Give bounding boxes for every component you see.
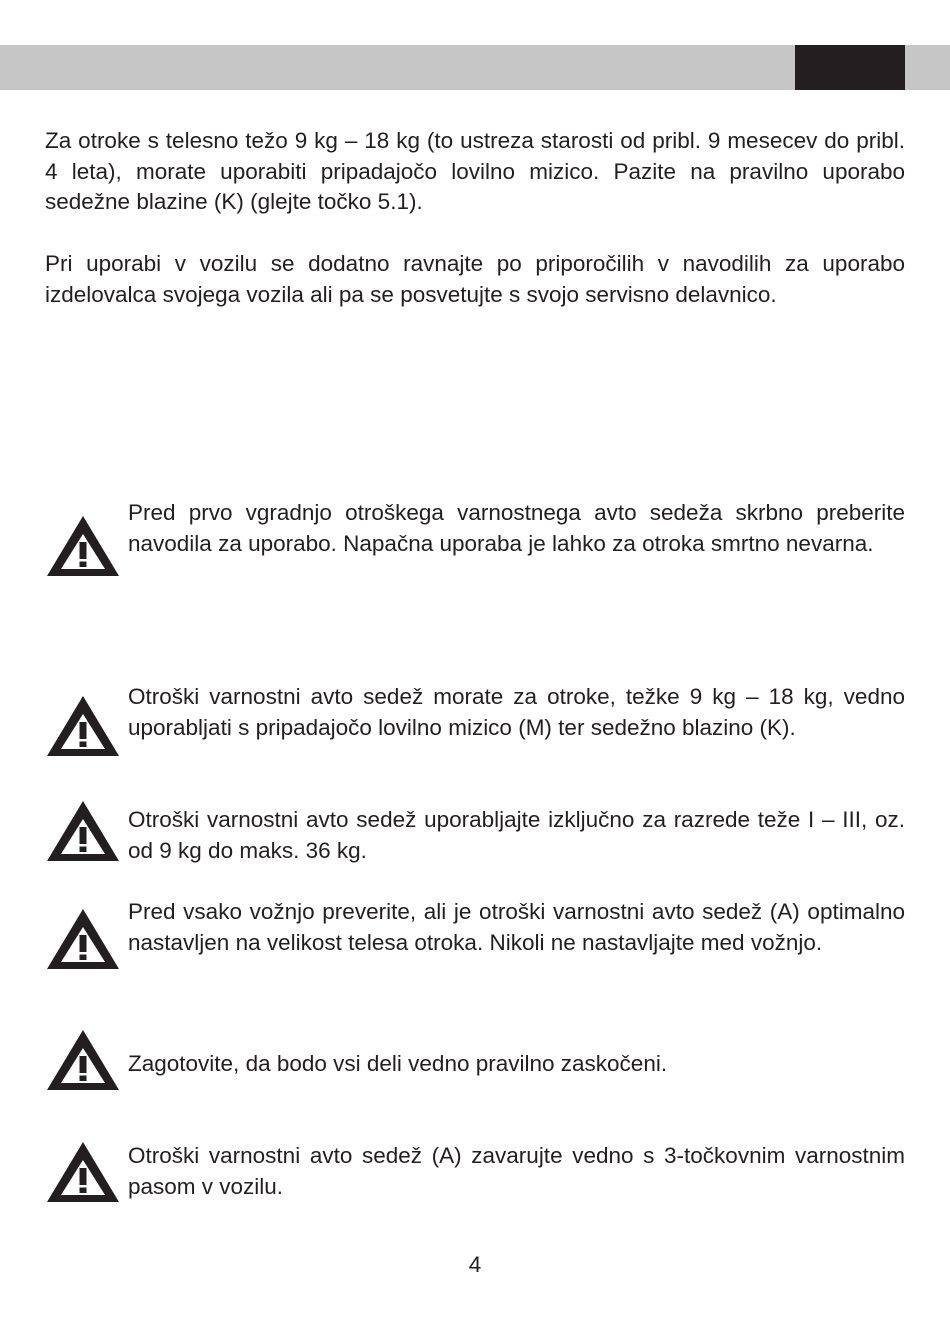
warning-triangle-icon xyxy=(45,1140,121,1204)
warning-text-seat-belt: Otroški varnostni avto sedež (A) zavarujte vedno s 3-točkovnim varnostnim pasom v vozilu. xyxy=(128,1143,905,1199)
warning-triangle-icon xyxy=(45,1028,121,1092)
warning-triangle-icon xyxy=(45,514,121,578)
page-number: 4 xyxy=(468,1252,482,1277)
header-tab-block xyxy=(795,45,905,90)
warning-text-weight-classes: Otroški varnostni avto sedež uporabljajte izključno za razrede teže I – III, oz. od 9 kg do maks. 36 kg. xyxy=(128,807,905,863)
warning-text-impact-shield: Otroški varnostni avto sedež morate za otroke, težke 9 kg – 18 kg, vedno uporabljati s pripadajočo lovilno mizico (M) ter sedežno blazino (K). xyxy=(128,684,905,740)
warning-triangle-icon xyxy=(45,799,121,863)
warning-text-read-manual: Pred prvo vgradnjo otroškega varnostnega avto sedeža skrbno preberite navodila za uporabo. Napačna uporaba je lahko za otroka smrtno nevarna. xyxy=(128,500,905,556)
intro-paragraph: Za otroke s telesno težo 9 kg – 18 kg (to ustreza starosti od pribl. 9 mesecev do pribl. 4 leta), morate uporabiti pripadajočo lovilno mizico. Pazite na pravilno uporabo sedežne blazine (K) (glejte točko 5.1). xyxy=(45,128,905,214)
warning-text-adjustment: Pred vsako vožnjo preverite, ali je otroški varnostni avto sedež (A) optimalno nastavljen na velikost telesa otroka. Nikoli ne nastavljajte med vožnjo. xyxy=(128,899,905,955)
warning-text-latching: Zagotovite, da bodo vsi deli vedno pravilno zaskočeni. xyxy=(128,1051,668,1076)
warning-triangle-icon xyxy=(45,907,121,971)
warning-triangle-icon xyxy=(45,694,121,758)
vehicle-advice-paragraph: Pri uporabi v vozilu se dodatno ravnajte po priporočilih v navodilih za uporabo izdelovalca svojega vozila ali pa se posvetujte s svojo servisno delavnico. xyxy=(45,251,905,307)
